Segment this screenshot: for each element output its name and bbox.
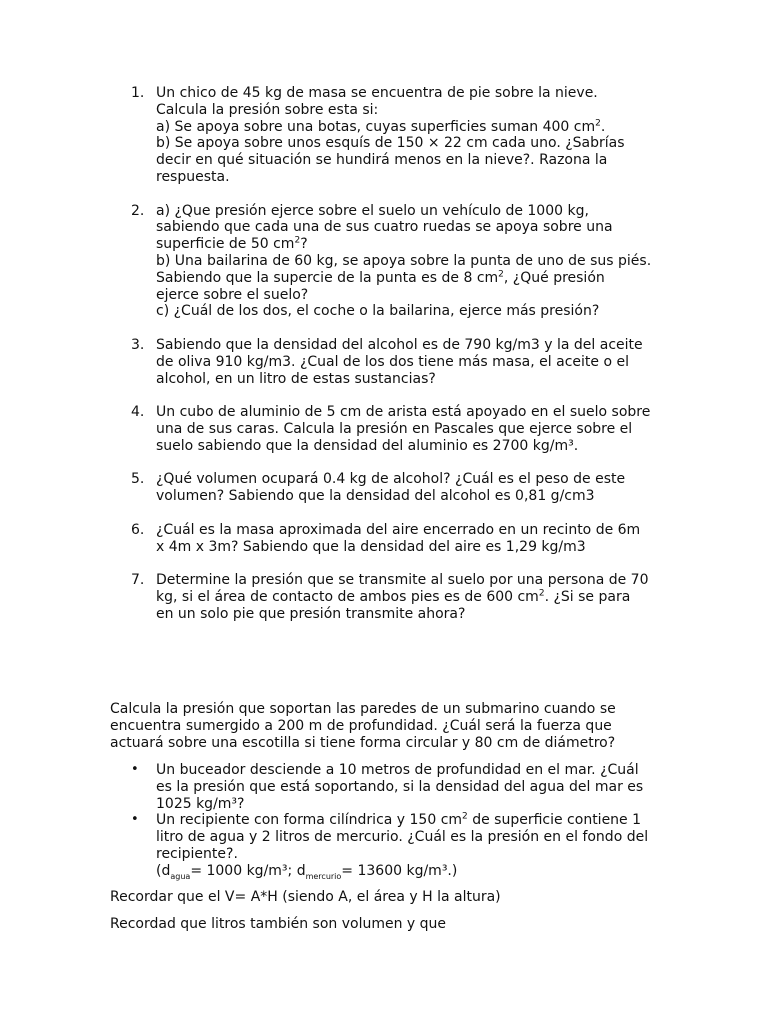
problem-line: suelo sabiendo que la densidad del aluminio es 2700 kg/m³.: [156, 437, 579, 454]
problem-line: volumen? Sabiendo que la densidad del alcohol es 0,81 g/cm3: [156, 488, 595, 505]
bullet-icon: •: [131, 762, 139, 777]
bullet-line: Un buceador desciende a 10 metros de profundidad en el mar. ¿Cuál: [156, 762, 639, 778]
problem-number: 5.: [131, 471, 145, 488]
problem-line: respuesta.: [156, 168, 230, 185]
problem-line: x 4m x 3m? Sabiendo que la densidad del aire es 1,29 kg/m3: [156, 538, 586, 555]
problem-item: [110, 337, 670, 387]
problem-line: ¿Qué volumen ocupará 0.4 kg de alcohol? ¿Cuál es el peso de este: [156, 471, 626, 488]
problem-line: sabiendo que cada una de sus cuatro ruedas se apoya sobre una: [156, 219, 613, 236]
problem-line: alcohol, en un litro de estas sustancias?: [156, 370, 436, 387]
problem-number: 7.: [131, 572, 145, 589]
problem-line: decir en qué situación se hundirá menos en la nieve?. Razona la: [156, 152, 608, 169]
problem-line: Sabiendo que la densidad del alcohol es de 790 kg/m3 y la del aceite: [156, 336, 643, 353]
submarine-line: actuará sobre una escotilla si tiene forma circular y 80 cm de diámetro?: [110, 734, 616, 751]
bullet-line: litro de agua y 2 litros de mercurio. ¿Cuál es la presión en el fondo del: [156, 829, 649, 846]
problem-item: [110, 471, 670, 505]
problem-line: ¿Cuál es la masa aproximada del aire encerrado en un recinto de 6m: [156, 521, 641, 538]
note-volume: Recordar que el V= A*H (siendo A, el área y H la altura): [110, 889, 501, 905]
bullet-line: Un recipiente con forma cilíndrica y 150 $cm^2$ de superficie contiene 1: [156, 811, 642, 829]
bullet-line: 1025 kg/m³?: [156, 795, 245, 812]
problem-line: b) Se apoya sobre unos esquís de 150 × 22 cm cada uno. ¿Sabrías: [156, 135, 625, 152]
note-liters: Recordad que litros también son volumen y que: [110, 916, 447, 932]
bullet-item-diver: [110, 762, 670, 812]
problem-number: 4.: [131, 404, 145, 421]
problem-item: [110, 203, 670, 321]
bullet-item-container: [110, 812, 670, 879]
problem-line: Un cubo de aluminio de 5 cm de arista está apoyado en el suelo sobre: [156, 404, 651, 421]
problem-line: Sabiendo que la supercie de la punta es de 8 $cm^2$, ¿Qué presión: [156, 269, 605, 286]
problem-line: kg, si el área de contacto de ambos pies es de 600 $cm^2$. ¿Si se para: [156, 588, 631, 605]
problem-list: [110, 85, 670, 639]
problem-line: a) Se apoya sobre una botas, cuyas superficies suman 400 $cm^2$.: [156, 117, 606, 135]
problem-line: superficie de 50 $cm^2$?: [156, 235, 308, 253]
problem-line: en un solo pie que presión transmite ahora?: [156, 605, 466, 622]
problem-number: 2.: [131, 202, 145, 219]
submarine-problem: [110, 701, 670, 751]
bullet-icon: •: [131, 812, 139, 828]
density-values: ($d_{agua}= 1000$ kg/m³; $d_{mercurio}= 13600$ kg/m³.): [156, 862, 458, 881]
problem-line: Determine la presión que se transmite al suelo por una persona de 70: [156, 572, 649, 589]
problem-line: b) Una bailarina de 60 kg, se apoya sobre la punta de uno de sus piés.: [156, 252, 652, 269]
problem-number: 6.: [131, 521, 145, 538]
problem-item: [110, 404, 670, 454]
problem-item: [110, 572, 670, 622]
problem-number: 1.: [131, 85, 145, 101]
submarine-line: encuentra sumergido a 200 m de profundidad. ¿Cuál será la fuerza que: [110, 717, 612, 734]
problem-line: de oliva 910 kg/m3. ¿Cual de los dos tiene más masa, el aceite o el: [156, 353, 629, 370]
problem-item: [110, 85, 670, 186]
bullet-line: recipiente?.: [156, 845, 238, 862]
problem-line: c) ¿Cuál de los dos, el coche o la bailarina, ejerce más presión?: [156, 303, 600, 320]
problem-line: a) ¿Que presión ejerce sobre el suelo un vehículo de 1000 kg,: [156, 202, 589, 219]
bullet-line: es la presión que está soportando, si la densidad del agua del mar es: [156, 778, 644, 795]
problem-line: una de sus caras. Calcula la presión en Pascales que ejerce sobre el: [156, 420, 633, 437]
problem-line: ejerce sobre el suelo?: [156, 286, 309, 303]
problem-line: Un chico de 45 kg de masa se encuentra de pie sobre la nieve.: [156, 85, 598, 101]
problem-line: Calcula la presión sobre esta si:: [156, 101, 379, 118]
problem-item: [110, 522, 670, 556]
submarine-line: Calcula la presión que soportan las paredes de un submarino cuando se: [110, 701, 616, 717]
problem-number: 3.: [131, 336, 145, 353]
bullet-list: [110, 762, 670, 880]
